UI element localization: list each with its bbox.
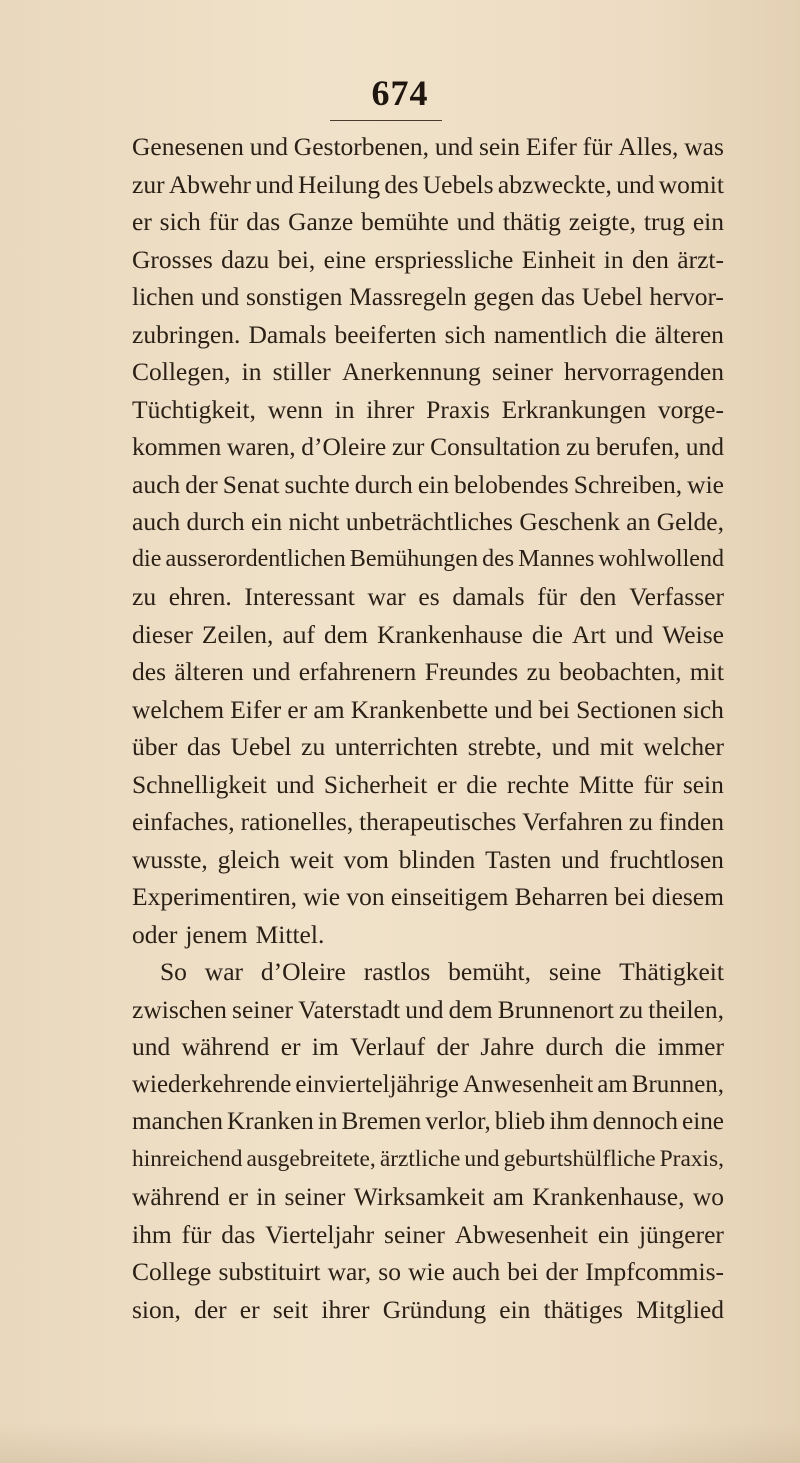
text-line: oder jenem Mittel. xyxy=(132,919,325,949)
text-line: die ausserordentlichen Bemühungen des Mannes wohlwollend xyxy=(132,545,724,572)
text-line: College substituirt war, so wie auch bei der Impfcommis- xyxy=(132,1257,724,1286)
text-line: zur Abwehr und Heilung des Uebels abzweckte, und womit xyxy=(132,169,724,199)
header-rule xyxy=(330,120,442,121)
text-line: Tüchtigkeit, wenn in ihrer Praxis Erkrankungen vorge- xyxy=(132,394,724,424)
text-line: Grosses dazu bei, eine erspriessliche Einheit in den ärzt- xyxy=(132,244,724,274)
text-line: lichen und sonstigen Massregeln gegen das Uebel hervor- xyxy=(132,282,724,311)
text-line: des älteren und erfahrenern Freundes zu beobachten, mit xyxy=(132,657,724,686)
text-line: zu ehren. Interessant war es damals für den Verfasser xyxy=(132,582,724,611)
text-line: Experimentiren, wie von einseitigem Beharren bei diesem xyxy=(132,882,724,911)
text-line: und während er im Verlauf der Jahre durch die immer xyxy=(132,1032,724,1061)
text-line: einfaches, rationelles, therapeutisches Verfahren zu finden xyxy=(132,807,724,836)
text-line: Genesenen und Gestorbenen, und sein Eifer für Alles, was xyxy=(132,132,724,161)
text-line: hinreichend ausgebreitete, ärztliche und geburtshülfliche Praxis, xyxy=(132,1145,724,1172)
text-line: sion, der er seit ihrer Gründung ein thätiges Mitglied xyxy=(132,1294,724,1324)
text-line: zwischen seiner Vaterstadt und dem Brunnenort zu theilen, xyxy=(132,994,724,1024)
text-line: zubringen. Damals beeiferten sich namentlich die älteren xyxy=(132,319,724,349)
text-line: Collegen, in stiller Anerkennung seiner hervorragenden xyxy=(132,357,724,386)
text-line: So war d’Oleire rastlos bemüht, seine Thätigkeit xyxy=(160,957,724,986)
text-line: kommen waren, d’Oleire zur Consultation zu berufen, und xyxy=(132,432,724,461)
text-line: wusste, gleich weit vom blinden Tasten und fruchtlosen xyxy=(132,844,724,874)
text-line: wiederkehrende einvierteljährige Anwesenheit am Brunnen, xyxy=(132,1070,724,1098)
body-text xyxy=(132,128,724,1328)
text-line: auch der Senat suchte durch ein belobendes Schreiben, wie xyxy=(132,469,724,499)
text-line: dieser Zeilen, auf dem Krankenhause die Art und Weise xyxy=(132,619,724,649)
text-line: über das Uebel zu unterrichten strebte, und mit welcher xyxy=(132,732,724,761)
text-line: Schnelligkeit und Sicherheit er die rechte Mitte für sein xyxy=(132,769,724,799)
text-line: welchem Eifer er am Krankenbette und bei Sectionen sich xyxy=(132,694,724,724)
text-line: ihm für das Vierteljahr seiner Abwesenheit ein jüngerer xyxy=(132,1219,724,1249)
text-line: während er in seiner Wirksamkeit am Krankenhause, wo xyxy=(132,1182,724,1211)
text-line: auch durch ein nicht unbeträchtliches Geschenk an Gelde, xyxy=(132,507,724,536)
page-edge-shadow xyxy=(0,1423,800,1463)
text-line: er sich für das Ganze bemühte und thätig zeigte, trug ein xyxy=(132,207,724,236)
text-line: manchen Kranken in Bremen verlor, blieb ihm dennoch eine xyxy=(132,1108,724,1135)
page-number: 674 xyxy=(371,73,429,113)
